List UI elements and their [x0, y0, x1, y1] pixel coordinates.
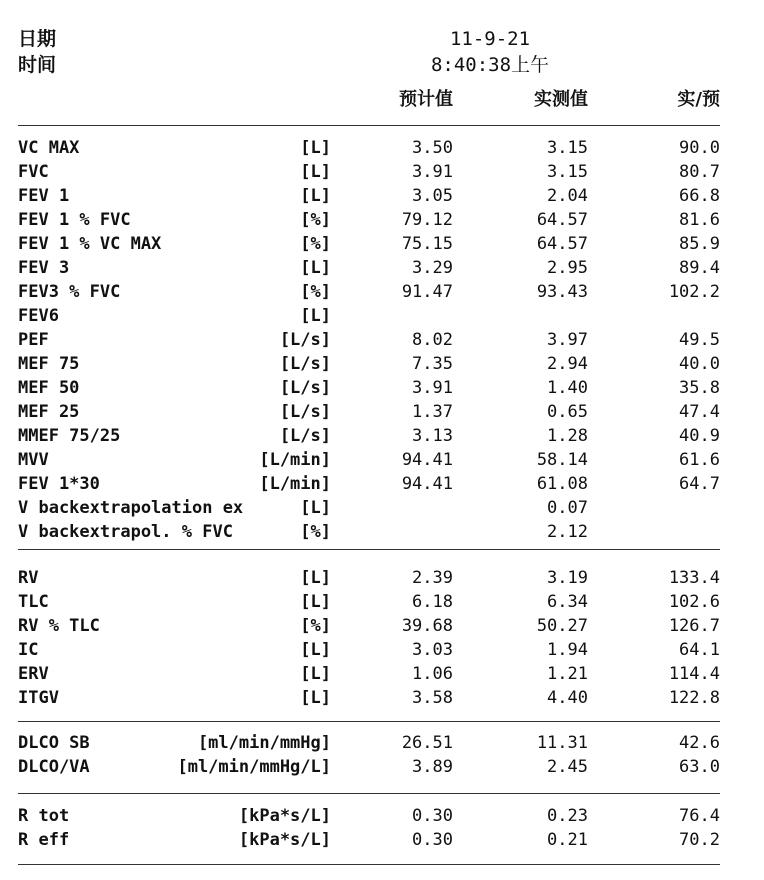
parameter-name: R eff — [18, 830, 70, 850]
table-row — [0, 232, 764, 256]
ratio-value: 80.7 — [679, 162, 720, 182]
parameter-unit: [L/s] — [279, 426, 331, 446]
parameter-name: MMEF 75/25 — [18, 426, 121, 446]
predicted-value: 91.47 — [401, 282, 453, 302]
ratio-value: 133.4 — [668, 568, 720, 588]
parameter-unit: [L/min] — [259, 450, 331, 470]
parameter-unit: [%] — [300, 234, 331, 254]
predicted-value: 75.15 — [401, 234, 453, 254]
parameter-name: FEV6 — [18, 306, 59, 326]
time-value: 8:40:38上午 — [430, 54, 550, 76]
predicted-value: 94.41 — [401, 474, 453, 494]
predicted-column-header: 预计值 — [399, 89, 453, 110]
table-row — [0, 136, 764, 160]
parameter-name: PEF — [18, 330, 49, 350]
table-row — [0, 755, 764, 779]
ratio-value: 126.7 — [668, 616, 720, 636]
parameter-name: ITGV — [18, 688, 59, 708]
parameter-unit: [L] — [300, 162, 331, 182]
measured-value: 0.21 — [547, 830, 588, 850]
parameter-unit: [%] — [300, 616, 331, 636]
predicted-value: 3.05 — [412, 186, 453, 206]
ratio-value: 102.6 — [668, 592, 720, 612]
measured-value: 3.15 — [547, 138, 588, 158]
measured-value: 0.07 — [547, 498, 588, 518]
parameter-name: MEF 25 — [18, 402, 80, 422]
ratio-value: 40.9 — [679, 426, 720, 446]
parameter-unit: [L] — [300, 498, 331, 518]
predicted-value: 26.51 — [401, 733, 453, 753]
ratio-value: 40.0 — [679, 354, 720, 374]
parameter-name: MEF 50 — [18, 378, 80, 398]
ratio-value: 102.2 — [668, 282, 720, 302]
parameter-name: FEV 1 % VC MAX — [18, 234, 162, 254]
measured-value: 11.31 — [536, 733, 588, 753]
time-label: 时间 — [18, 54, 57, 76]
ratio-value: 64.7 — [679, 474, 720, 494]
parameter-unit: [L/s] — [279, 378, 331, 398]
measured-value: 2.94 — [547, 354, 588, 374]
parameter-name: FEV 1 — [18, 186, 70, 206]
measured-value: 2.12 — [547, 522, 588, 542]
parameter-name: RV — [18, 568, 39, 588]
table-row — [0, 208, 764, 232]
table-row — [0, 638, 764, 662]
ratio-value: 42.6 — [679, 733, 720, 753]
parameter-unit: [L] — [300, 640, 331, 660]
date-value: 11-9-21 — [449, 28, 531, 50]
predicted-value: 3.91 — [412, 378, 453, 398]
parameter-unit: [L] — [300, 186, 331, 206]
parameter-name: MEF 75 — [18, 354, 80, 374]
measured-value: 58.14 — [536, 450, 588, 470]
predicted-value: 39.68 — [401, 616, 453, 636]
header-divider — [18, 125, 720, 126]
ratio-value: 66.8 — [679, 186, 720, 206]
parameter-name: DLCO SB — [18, 733, 90, 753]
ratio-value: 49.5 — [679, 330, 720, 350]
parameter-unit: [L] — [300, 306, 331, 326]
table-row — [0, 614, 764, 638]
parameter-name: FEV 3 — [18, 258, 70, 278]
section-divider — [18, 721, 720, 722]
table-row — [0, 731, 764, 755]
measured-value: 93.43 — [536, 282, 588, 302]
predicted-value: 3.91 — [412, 162, 453, 182]
parameter-name: FEV 1*30 — [18, 474, 100, 494]
parameter-unit: [L] — [300, 592, 331, 612]
table-row — [0, 400, 764, 424]
measured-value: 1.21 — [547, 664, 588, 684]
table-row — [0, 376, 764, 400]
predicted-value: 94.41 — [401, 450, 453, 470]
ratio-value: 81.6 — [679, 210, 720, 230]
predicted-value: 3.13 — [412, 426, 453, 446]
parameter-name: RV % TLC — [18, 616, 100, 636]
predicted-value: 3.58 — [412, 688, 453, 708]
ratio-value: 90.0 — [679, 138, 720, 158]
measured-column-header: 实测值 — [534, 89, 588, 110]
parameter-unit: [L] — [300, 688, 331, 708]
parameter-unit: [L/s] — [279, 354, 331, 374]
parameter-name: FVC — [18, 162, 49, 182]
ratio-column-header: 实/预 — [677, 89, 720, 110]
table-row — [0, 352, 764, 376]
measured-value: 3.97 — [547, 330, 588, 350]
measured-value: 64.57 — [536, 234, 588, 254]
predicted-value: 8.02 — [412, 330, 453, 350]
parameter-unit: [L] — [300, 664, 331, 684]
predicted-value: 1.37 — [412, 402, 453, 422]
parameter-unit: [L/s] — [279, 330, 331, 350]
parameter-name: VC MAX — [18, 138, 80, 158]
predicted-value: 3.29 — [412, 258, 453, 278]
parameter-unit: [L/min] — [259, 474, 331, 494]
table-row — [0, 472, 764, 496]
parameter-unit: [%] — [300, 522, 331, 542]
predicted-value: 3.89 — [412, 757, 453, 777]
parameter-name: V backextrapol. % FVC — [18, 522, 233, 542]
measured-value: 1.28 — [547, 426, 588, 446]
measured-value: 0.65 — [547, 402, 588, 422]
ratio-value: 122.8 — [668, 688, 720, 708]
parameter-unit: [L/s] — [279, 402, 331, 422]
predicted-value: 2.39 — [412, 568, 453, 588]
measured-value: 61.08 — [536, 474, 588, 494]
ratio-value: 114.4 — [668, 664, 720, 684]
table-row — [0, 184, 764, 208]
section-divider — [18, 793, 720, 794]
table-row — [0, 520, 764, 544]
parameter-unit: [kPa*s/L] — [238, 806, 331, 826]
parameter-name: DLCO/VA — [18, 757, 90, 777]
measured-value: 64.57 — [536, 210, 588, 230]
measured-value: 6.34 — [547, 592, 588, 612]
section-divider — [18, 549, 720, 550]
table-row — [0, 424, 764, 448]
predicted-value: 1.06 — [412, 664, 453, 684]
parameter-name: ERV — [18, 664, 49, 684]
date-label: 日期 — [18, 28, 57, 50]
ratio-value: 85.9 — [679, 234, 720, 254]
ratio-value: 89.4 — [679, 258, 720, 278]
parameter-unit: [%] — [300, 282, 331, 302]
parameter-unit: [ml/min/mmHg/L] — [177, 757, 331, 777]
table-row — [0, 590, 764, 614]
parameter-unit: [L] — [300, 258, 331, 278]
parameter-name: V backextrapolation ex — [18, 498, 244, 518]
ratio-value: 64.1 — [679, 640, 720, 660]
predicted-value: 0.30 — [412, 830, 453, 850]
table-row — [0, 160, 764, 184]
table-row — [0, 566, 764, 590]
parameter-name: R tot — [18, 806, 70, 826]
measured-value: 50.27 — [536, 616, 588, 636]
table-row — [0, 256, 764, 280]
parameter-unit: [L] — [300, 138, 331, 158]
parameter-unit: [kPa*s/L] — [238, 830, 331, 850]
predicted-value: 3.50 — [412, 138, 453, 158]
table-row — [0, 448, 764, 472]
table-row — [0, 328, 764, 352]
ratio-value: 35.8 — [679, 378, 720, 398]
section-divider — [18, 864, 720, 865]
ratio-value: 47.4 — [679, 402, 720, 422]
table-row — [0, 686, 764, 710]
measured-value: 3.19 — [547, 568, 588, 588]
table-row — [0, 804, 764, 828]
measured-value: 1.94 — [547, 640, 588, 660]
table-row — [0, 828, 764, 852]
measured-value: 1.40 — [547, 378, 588, 398]
predicted-value: 6.18 — [412, 592, 453, 612]
measured-value: 4.40 — [547, 688, 588, 708]
predicted-value: 7.35 — [412, 354, 453, 374]
table-row — [0, 496, 764, 520]
ratio-value: 61.6 — [679, 450, 720, 470]
parameter-unit: [L] — [300, 568, 331, 588]
predicted-value: 79.12 — [401, 210, 453, 230]
measured-value: 0.23 — [547, 806, 588, 826]
measured-value: 2.45 — [547, 757, 588, 777]
measured-value: 3.15 — [547, 162, 588, 182]
predicted-value: 0.30 — [412, 806, 453, 826]
measured-value: 2.95 — [547, 258, 588, 278]
ratio-value: 63.0 — [679, 757, 720, 777]
parameter-name: FEV3 % FVC — [18, 282, 121, 302]
predicted-value: 3.03 — [412, 640, 453, 660]
ratio-value: 70.2 — [679, 830, 720, 850]
ratio-value: 76.4 — [679, 806, 720, 826]
table-row — [0, 662, 764, 686]
parameter-unit: [%] — [300, 210, 331, 230]
parameter-name: MVV — [18, 450, 49, 470]
table-row — [0, 280, 764, 304]
table-row — [0, 304, 764, 328]
parameter-name: FEV 1 % FVC — [18, 210, 131, 230]
measured-value: 2.04 — [547, 186, 588, 206]
parameter-name: IC — [18, 640, 39, 660]
parameter-name: TLC — [18, 592, 49, 612]
parameter-unit: [ml/min/mmHg] — [197, 733, 331, 753]
